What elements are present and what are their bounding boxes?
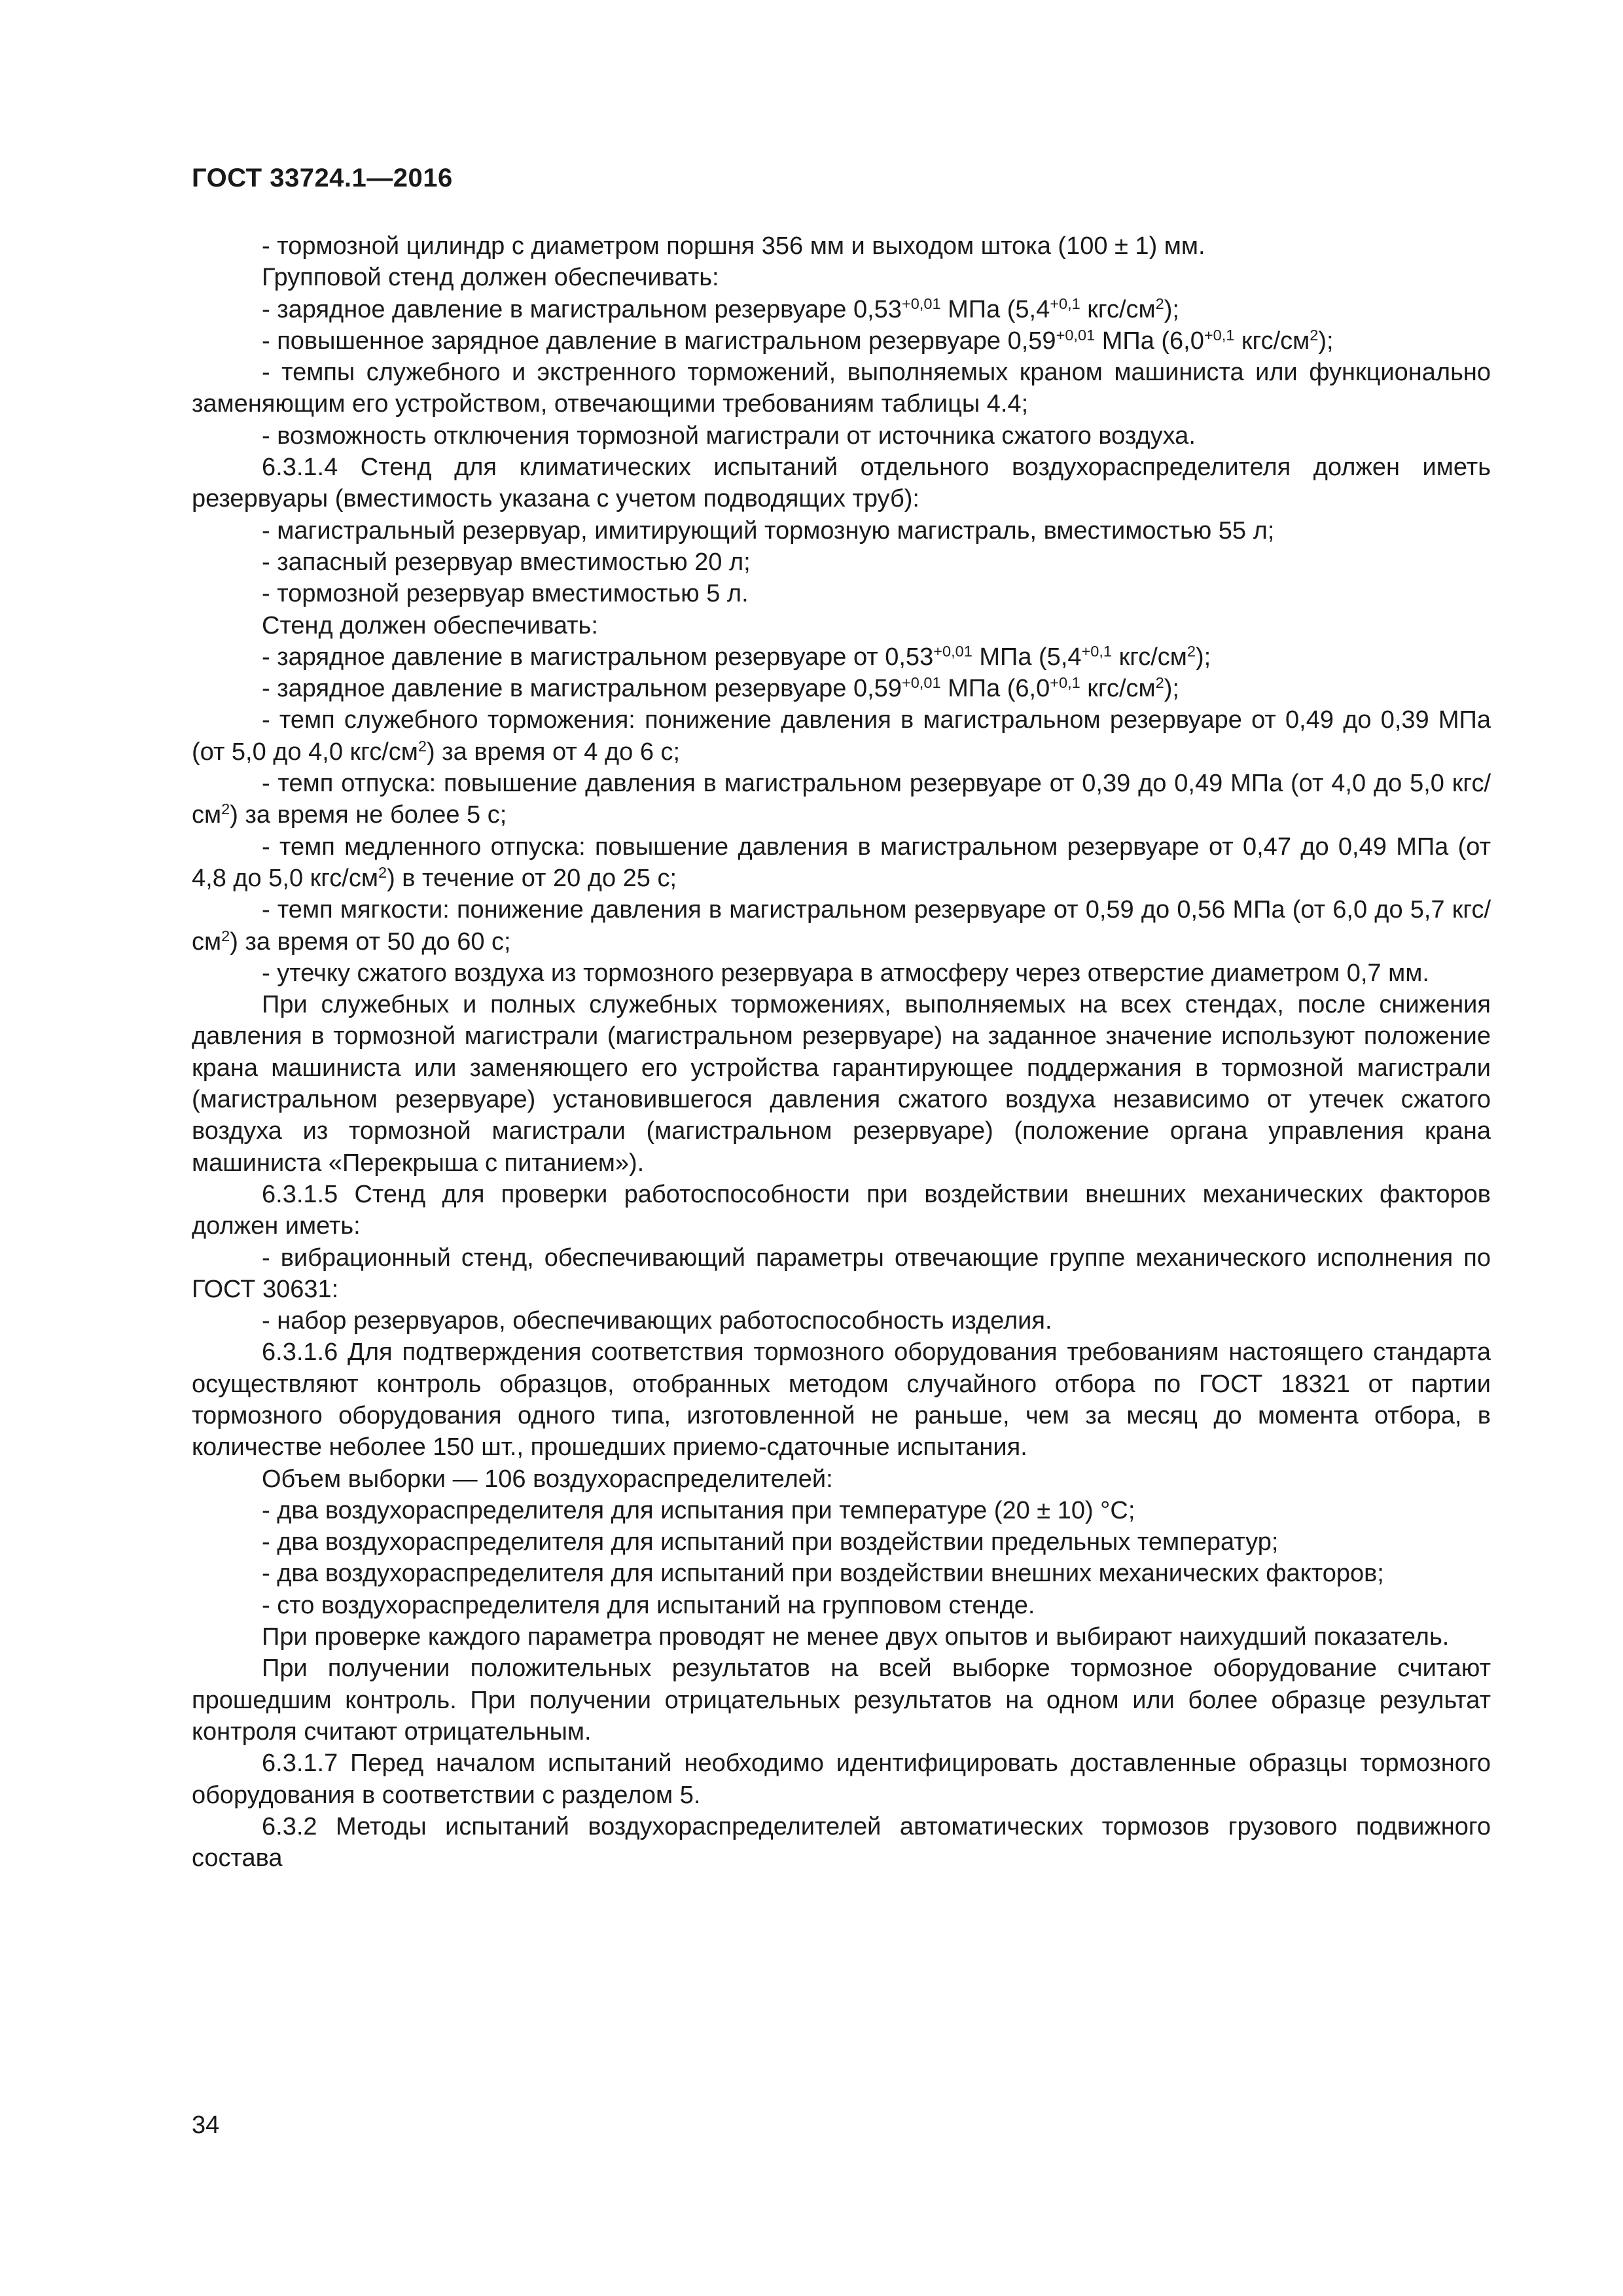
paragraph-32: 6.3.2 Методы испытаний воздухораспределителей автоматических тормозов грузового подвижного состава <box>192 1812 1491 1873</box>
paragraph-17: - темп мягкости: понижение давления в магистральном резервуаре от 0,59 до 0,56 МПа (от 6,0 до 5,7 кгс/$см^2$) за время от 50 до 60 с; <box>192 896 1491 956</box>
paragraph-21: - вибрационный стенд, обеспечивающий параметры отвечающие группе механического исполнения по ГОСТ 30631: <box>192 1244 1491 1303</box>
paragraph-23: 6.3.1.6 Для подтверждения соответствия тормозного оборудования требованиям настоящего стандарта осуществляют контроль образцов, отобранных методом случайного отбора по ГОСТ 18321 от партии тормозного оборудования одного типа, изготовленной не раньше, чем за месяц до момента отбора, в количестве неболее 150 шт., прошедших приемо-сдаточные испытания. <box>192 1338 1491 1462</box>
paragraph-16: - темп медленного отпуска: повышение давления в магистральном резервуаре от 0,47 до 0,49 МПа (от 4,8 до 5,0 кгс/$см^2$) в течение от 20 до 25 с; <box>192 833 1491 892</box>
paragraph-7: 6.3.1.4 Стенд для климатических испытаний отдельного воздухораспределителя должен иметь резервуары (вместимость указана с учетом подводящих труб): <box>192 454 1491 513</box>
page-header-standard-number: ГОСТ 33724.1—2016 <box>192 164 453 192</box>
paragraph-25: - два воздухораспределителя для испытания при температуре (20 ± 10) °С; <box>262 1496 1135 1524</box>
paragraph-29: При проверке каждого параметра проводят не менее двух опытов и выбирают наихудший показатель. <box>262 1623 1450 1651</box>
paragraph-15: - темп отпуска: повышение давления в магистральном резервуаре от 0,39 до 0,49 МПа (от 4,0 до 5,0 кгс/$см^2$) за время не более 5 с; <box>192 770 1491 829</box>
paragraph-4: - повышенное зарядное давление в магистральном резервуаре $0,59^{+0,01}$ МПа ($6,0^{+0,1}$ кгс/$см^2$); <box>262 326 1334 355</box>
paragraph-18: - утечку сжатого воздуха из тормозного резервуара в атмосферу через отверстие диаметром 0,7 мм. <box>262 959 1429 987</box>
document-body <box>192 230 1491 1874</box>
paragraph-28: - сто воздухораспределителя для испытаний на групповом стенде. <box>262 1591 1035 1619</box>
paragraph-31: 6.3.1.7 Перед началом испытаний необходимо идентифицировать доставленные образцы тормозного оборудования в соответствии с разделом 5. <box>192 1749 1491 1809</box>
paragraph-20: 6.3.1.5 Стенд для проверки работоспособности при воздействии внешних механических факторов должен иметь: <box>192 1180 1491 1240</box>
paragraph-2: Групповой стенд должен обеспечивать: <box>262 264 719 292</box>
paragraph-13: - зарядное давление в магистральном резервуаре $0,59^{+0,01}$ МПа ($6,0^{+0,1}$ кгс/$см^2$); <box>262 674 1179 703</box>
paragraph-24: Объем выборки — 106 воздухораспределителей: <box>262 1465 833 1493</box>
paragraph-3: - зарядное давление в магистральном резервуаре $0,53^{+0,01}$ МПа ($5,4^{+0,1}$ кгс/$см^2$); <box>262 295 1179 323</box>
paragraph-12: - зарядное давление в магистральном резервуаре от $0,53^{+0,01}$ МПа ($5,4^{+0,1}$ кгс/$см^2$); <box>262 642 1211 671</box>
paragraph-6: - возможность отключения тормозной магистрали от источника сжатого воздуха. <box>262 422 1196 450</box>
paragraph-10: - тормозной резервуар вместимостью 5 л. <box>262 580 749 608</box>
paragraph-30: При получении положительных результатов на всей выборке тормозное оборудование считают прошедшим контроль. При получении отрицательных результатов на одном или более образце результат контроля считают отрицательным. <box>192 1655 1491 1746</box>
paragraph-14: - темп служебного торможения: понижение давления в магистральном резервуаре от 0,49 до 0,39 МПа (от 5,0 до 4,0 кгс/$см^2$) за время от 4 до 6 с; <box>192 706 1491 766</box>
paragraph-9: - запасный резервуар вместимостью 20 л; <box>262 548 751 576</box>
paragraph-22: - набор резервуаров, обеспечивающих работоспособность изделия. <box>262 1307 1052 1335</box>
page-number: 34 <box>192 2111 220 2139</box>
paragraph-19: При служебных и полных служебных торможениях, выполняемых на всех стендах, после снижения давления в тормозной магистрали (магистральном резервуаре) на заданное значение используют положение крана машиниста или заменяющего его устройства гарантирующее поддержания в тормозной магистрали (магистральном резервуаре) установившегося давления сжатого воздуха независимо от утечек сжатого воздуха из тормозной магистрали (магистральном резервуаре) (положение органа управления крана машиниста «Перекрыша с питанием»). <box>192 991 1491 1177</box>
paragraph-26: - два воздухораспределителя для испытаний при воздействии предельных температур; <box>262 1528 1279 1556</box>
paragraph-5: - темпы служебного и экстренного торможений, выполняемых краном машиниста или функционально заменяющим его устройством, отвечающими требованиям таблицы 4.4; <box>192 359 1491 418</box>
paragraph-27: - два воздухораспределителя для испытаний при воздействии внешних механических факторов; <box>262 1560 1384 1588</box>
paragraph-1: - тормозной цилиндр с диаметром поршня 356 мм и выходом штока (100 ± 1) мм. <box>262 232 1205 260</box>
paragraph-8: - магистральный резервуар, имитирующий тормозную магистраль, вместимостью 55 л; <box>262 516 1275 545</box>
paragraph-11: Стенд должен обеспечивать: <box>262 611 598 639</box>
